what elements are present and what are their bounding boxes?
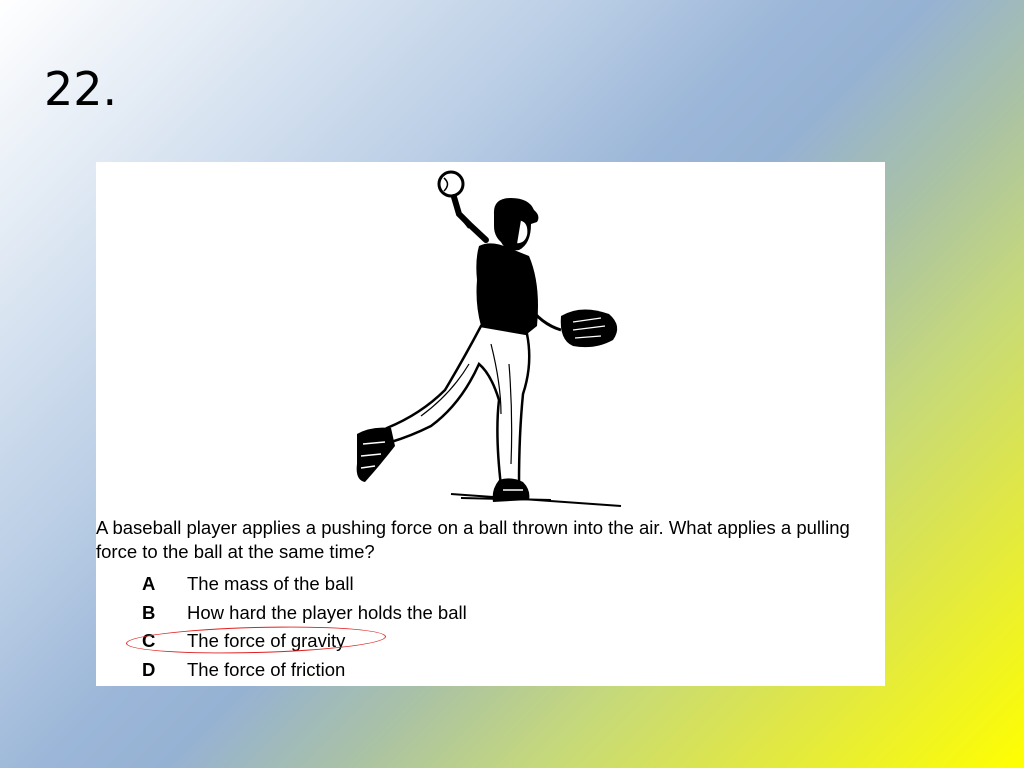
choice-letter: C xyxy=(142,630,156,652)
choice-text: The force of friction xyxy=(187,658,346,680)
choice-text: The force of gravity xyxy=(187,630,346,652)
baseball-pitcher-illustration xyxy=(351,164,631,514)
choice-letter: D xyxy=(142,658,156,680)
slide-number: 22. xyxy=(44,62,118,116)
choice-c[interactable] xyxy=(142,627,467,656)
choice-letter: B xyxy=(142,601,156,623)
choice-d[interactable] xyxy=(142,656,467,685)
answer-choices xyxy=(142,570,467,684)
choice-text: The mass of the ball xyxy=(187,573,354,595)
choice-text: How hard the player holds the ball xyxy=(187,601,467,623)
choice-a[interactable] xyxy=(142,570,467,599)
choice-letter: A xyxy=(142,573,156,595)
question-text: A baseball player applies a pushing force on a ball thrown into the air. What applies a pulling force to the ball at the same time? xyxy=(96,517,850,562)
choice-b[interactable] xyxy=(142,599,467,628)
question-panel xyxy=(96,162,885,686)
baseball-icon xyxy=(439,172,463,196)
